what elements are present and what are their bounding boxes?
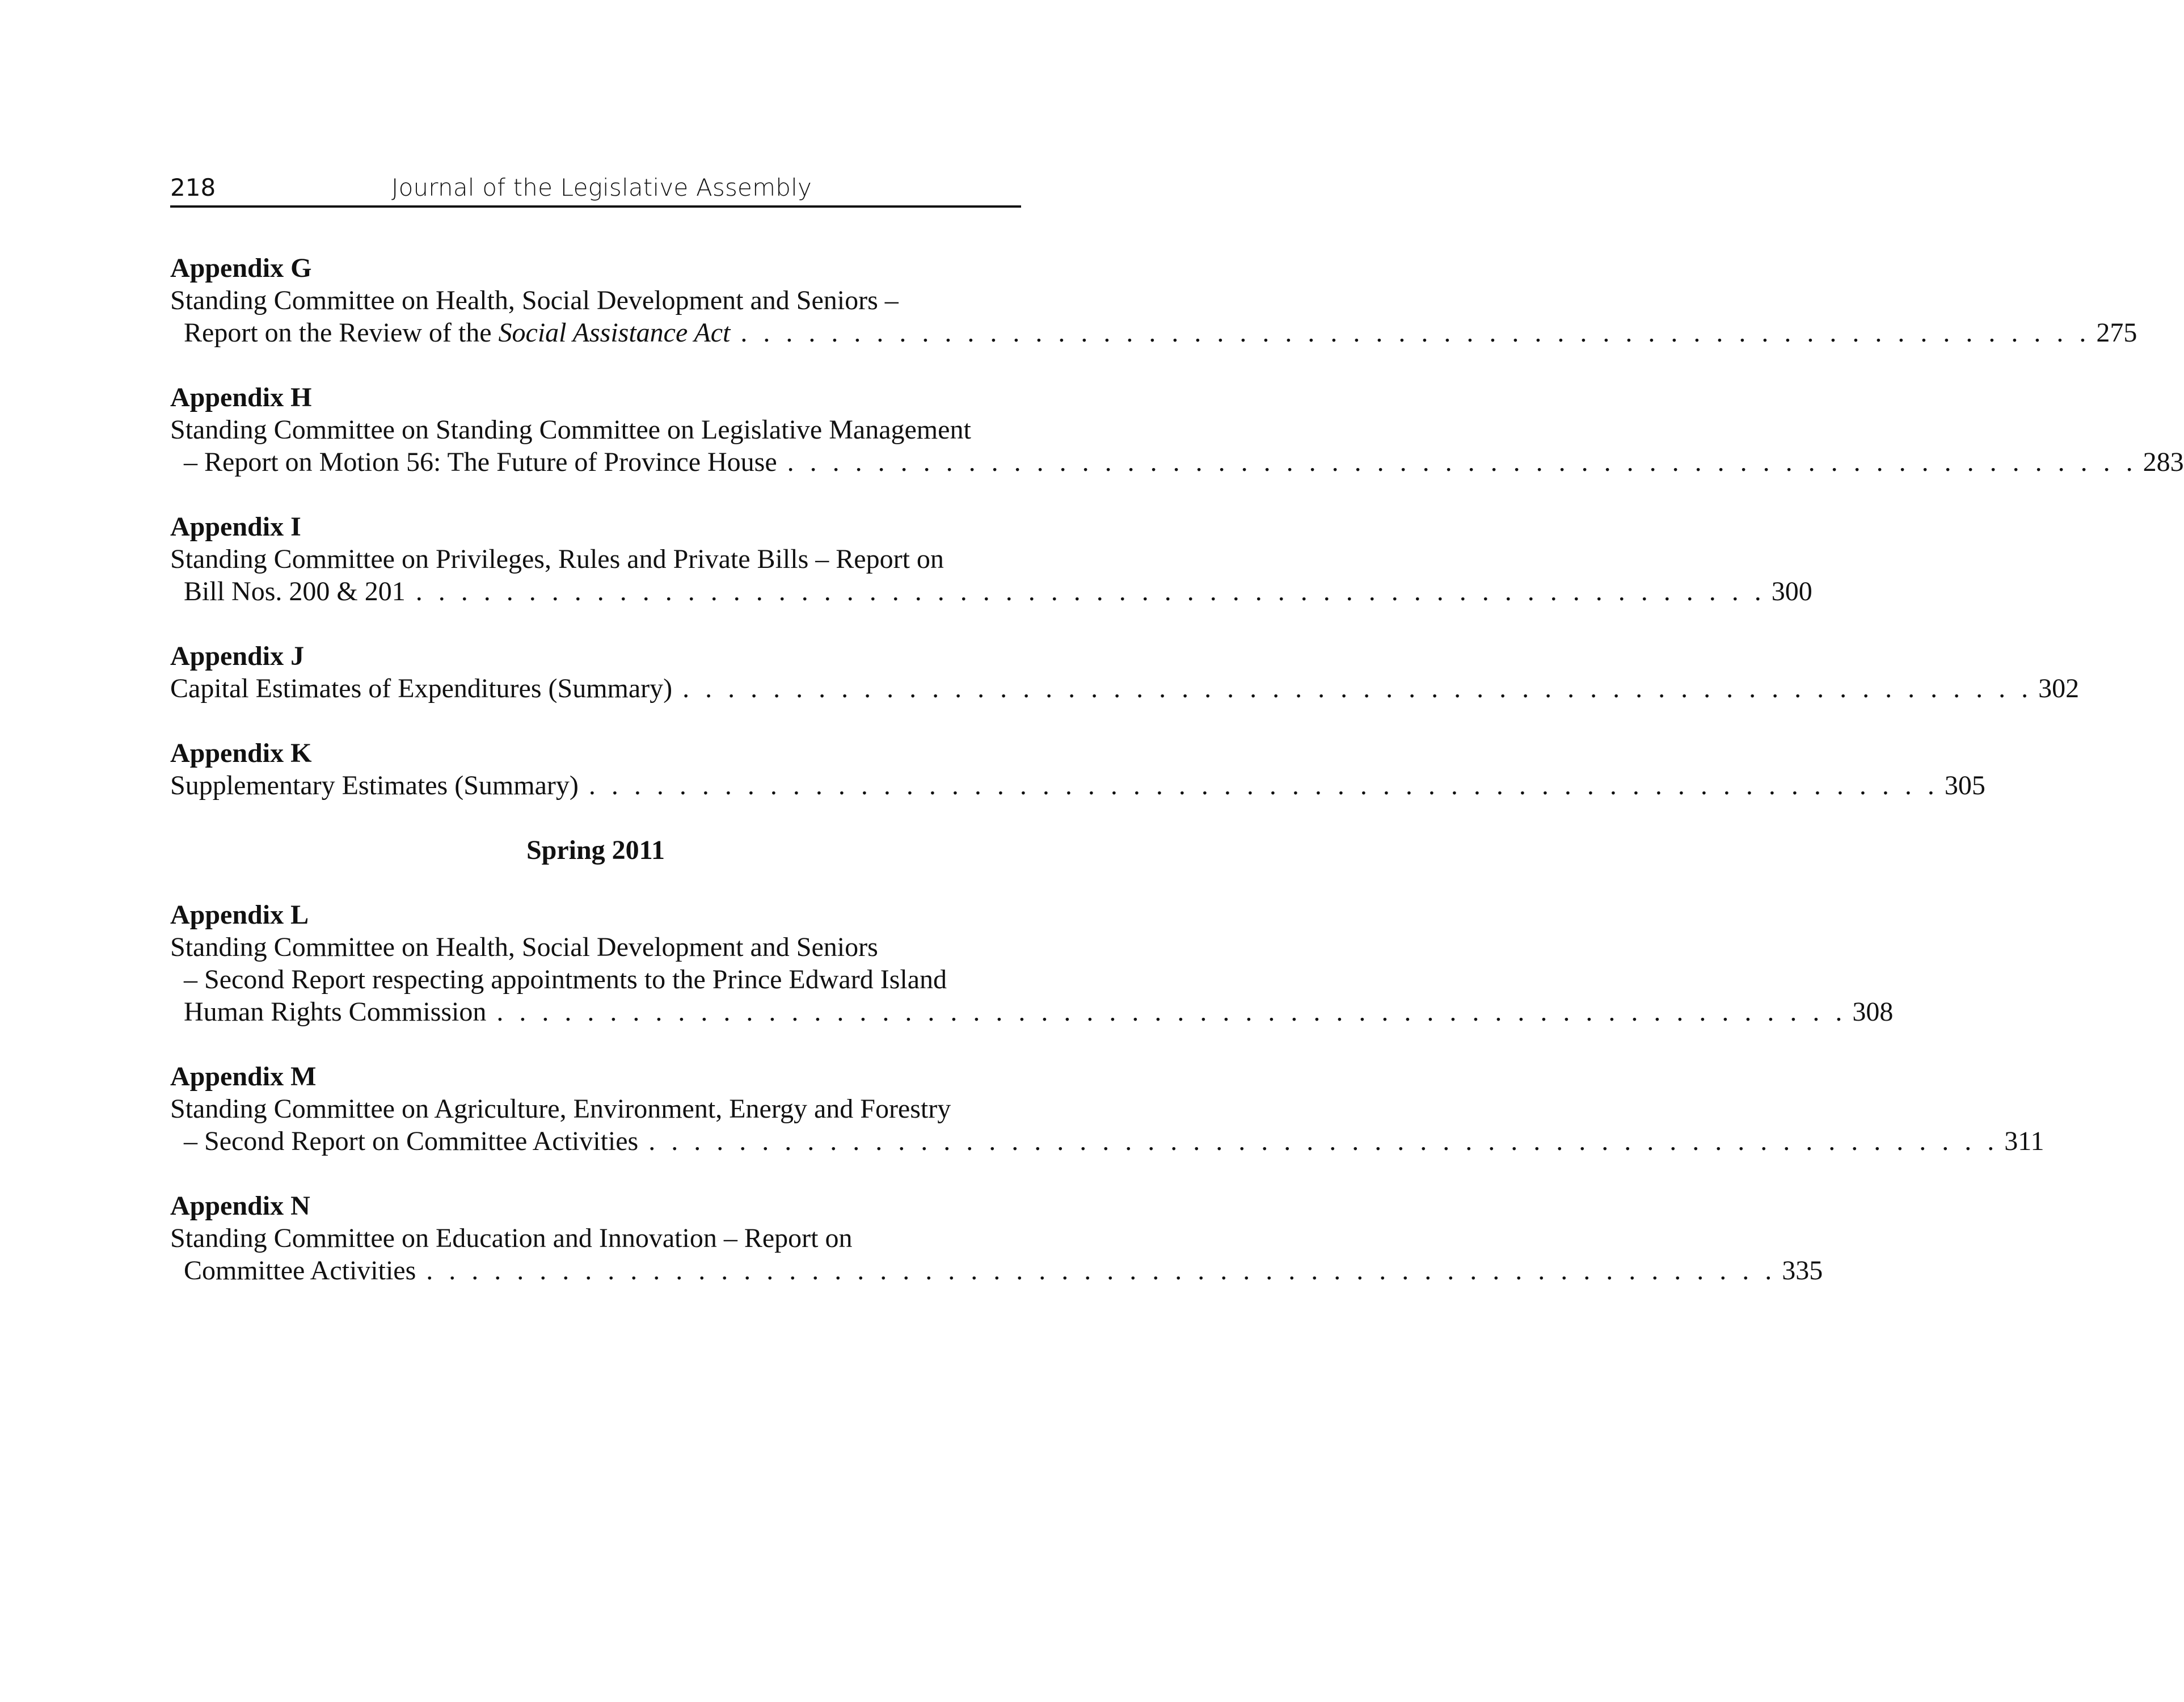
appendix-heading: Appendix L xyxy=(170,900,309,930)
appendix-description-line: Standing Committee on Education and Innovation – Report on xyxy=(170,1223,853,1253)
appendix-reference-line xyxy=(170,672,2080,705)
appendix-reference-text: – Report on Motion 56: The Future of Province House xyxy=(184,447,777,477)
page-reference: 302 xyxy=(2038,673,2080,703)
appendix-reference-line xyxy=(170,1125,2044,1157)
appendix-description-line: Standing Committee on Health, Social Development and Seniors xyxy=(170,932,878,962)
appendix-reference-text: – Second Report on Committee Activities xyxy=(184,1126,639,1156)
dot-leader: . . . . . . . . . . . . . . . . . . . . . . . . . . . . . . . . . . . . . . . . . . . . . . . . . . . . . . . . . . . . xyxy=(415,576,1766,606)
appendix-heading: Appendix H xyxy=(170,382,312,412)
appendix-entry-n xyxy=(170,1190,1823,1287)
appendix-reference-text: Human Rights Commission xyxy=(184,997,487,1027)
appendix-reference-text xyxy=(184,317,730,349)
appendix-entry-m xyxy=(170,1060,2044,1157)
dot-leader: . . . . . . . . . . . . . . . . . . . . . . . . . . . . . . . . . . . . . . . . . . . . . . . . . . . . . . . . . . . . xyxy=(787,447,2137,477)
appendix-reference-line xyxy=(170,575,1812,608)
appendix-entry-k xyxy=(170,737,1985,802)
appendix-entry-h xyxy=(170,381,2184,478)
appendix-heading: Appendix M xyxy=(170,1061,317,1092)
appendix-reference-line xyxy=(170,317,2137,349)
appendix-heading: Appendix K xyxy=(170,738,312,768)
appendix-description-line: – Second Report respecting appointments to the Prince Edward Island xyxy=(184,964,947,995)
appendix-description-line: Standing Committee on Standing Committee on Legislative Management xyxy=(170,415,971,445)
section-heading: Spring 2011 xyxy=(526,835,665,865)
appendix-entry-i xyxy=(170,511,1812,608)
dot-leader: . . . . . . . . . . . . . . . . . . . . . . . . . . . . . . . . . . . . . . . . . . . . . . . . . . . . . . . . . . . . xyxy=(682,673,2033,703)
page-reference: 311 xyxy=(2004,1126,2044,1156)
appendix-list xyxy=(170,252,2184,1287)
page-number: 218 xyxy=(170,174,216,201)
appendix-reference-line xyxy=(170,769,1985,802)
dot-leader: . . . . . . . . . . . . . . . . . . . . . . . . . . . . . . . . . . . . . . . . . . . . . . . . . . . . . . . . . . . . xyxy=(648,1126,1999,1156)
dot-leader: . . . . . . . . . . . . . . . . . . . . . . . . . . . . . . . . . . . . . . . . . . . . . . . . . . . . . . . . . . . . xyxy=(496,997,1847,1027)
journal-title: Journal of the Legislative Assembly xyxy=(391,174,812,201)
appendix-heading: Appendix I xyxy=(170,512,301,542)
appendix-entry-l xyxy=(170,899,1894,1028)
appendix-reference-prefix: Report on the Review of the xyxy=(184,318,499,348)
page-reference: 275 xyxy=(2096,318,2137,348)
appendix-reference-line xyxy=(170,1254,1823,1287)
appendix-reference-text: Capital Estimates of Expenditures (Summary) xyxy=(170,673,673,703)
appendix-reference-text: Supplementary Estimates (Summary) xyxy=(170,770,579,801)
appendix-heading: Appendix G xyxy=(170,253,312,283)
appendix-entry-j xyxy=(170,640,2080,705)
page-reference: 335 xyxy=(1782,1256,1823,1286)
document-page xyxy=(170,170,2184,1319)
appendix-heading: Appendix N xyxy=(170,1191,310,1221)
dot-leader: . . . . . . . . . . . . . . . . . . . . . . . . . . . . . . . . . . . . . . . . . . . . . . . . . . . . . . . . . . . . xyxy=(740,318,2091,348)
page-reference: 308 xyxy=(1852,997,1894,1027)
appendix-reference-act-title: Social Assistance Act xyxy=(498,318,731,348)
appendix-reference-line xyxy=(170,996,1894,1028)
dot-leader: . . . . . . . . . . . . . . . . . . . . . . . . . . . . . . . . . . . . . . . . . . . . . . . . . . . . . . . . . . . . xyxy=(588,770,1939,801)
appendix-reference-line xyxy=(170,446,2184,478)
appendix-heading: Appendix J xyxy=(170,641,305,671)
dot-leader: . . . . . . . . . . . . . . . . . . . . . . . . . . . . . . . . . . . . . . . . . . . . . . . . . . . . . . . . . . . . xyxy=(426,1256,1777,1286)
appendix-description-line: Standing Committee on Privileges, Rules and Private Bills – Report on xyxy=(170,544,944,574)
running-header xyxy=(170,170,1021,208)
appendix-reference-text: Committee Activities xyxy=(184,1256,416,1286)
appendix-description-line: Standing Committee on Agriculture, Environment, Energy and Forestry xyxy=(170,1094,951,1124)
appendix-reference-text: Bill Nos. 200 & 201 xyxy=(184,576,406,606)
appendix-description-line: Standing Committee on Health, Social Development and Seniors – xyxy=(170,285,899,315)
appendix-entry-g xyxy=(170,252,2137,349)
page-reference: 305 xyxy=(1944,770,1985,801)
page-reference: 283 xyxy=(2143,447,2184,477)
page-reference: 300 xyxy=(1771,576,1812,606)
